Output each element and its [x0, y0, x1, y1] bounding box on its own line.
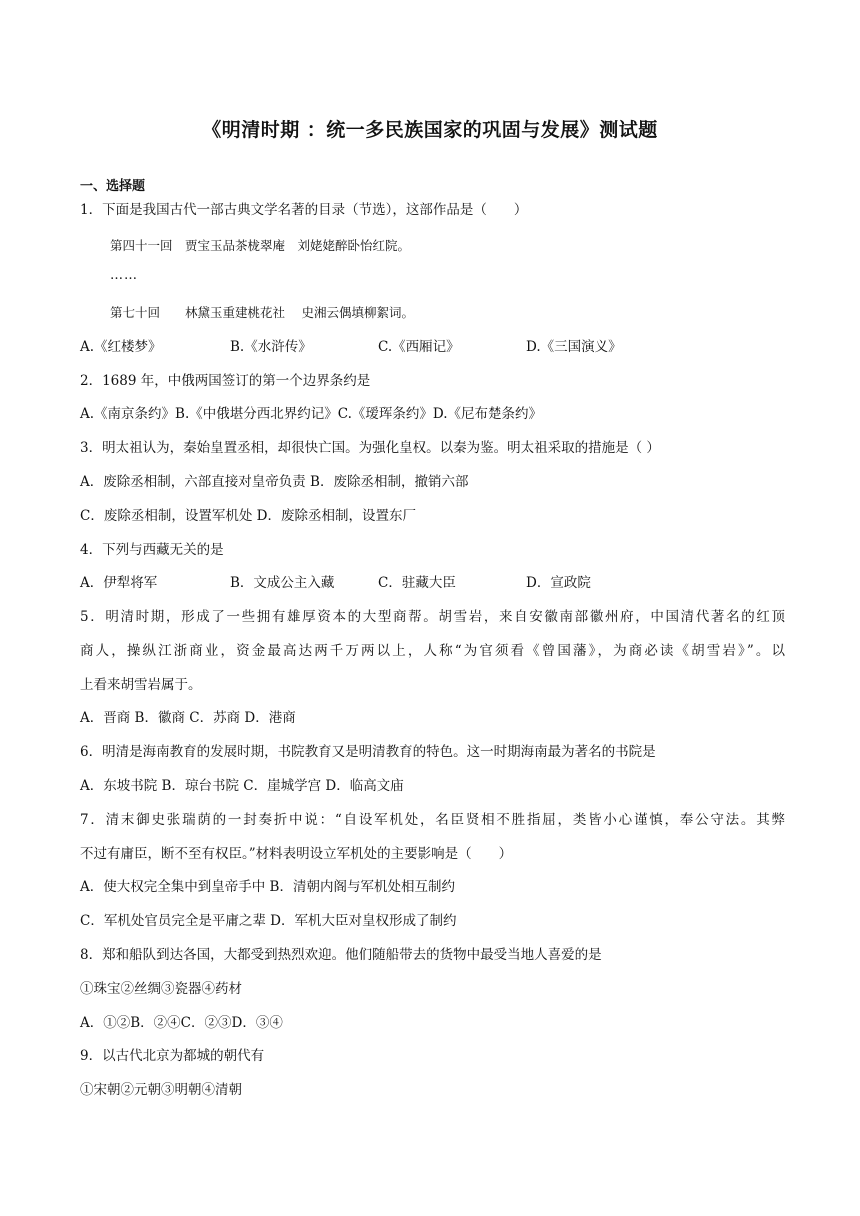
option-d: D．宣政院 [526, 575, 591, 591]
option-a: A.《红楼梦》 [80, 339, 162, 355]
question-1-options [80, 337, 785, 357]
question-2-options: A.《南京条约》B.《中俄堪分西北界约记》C.《瑷珲条约》D.《尼布楚条约》 [80, 406, 543, 422]
question-4-options [80, 573, 785, 593]
option-c: C.《西厢记》 [378, 339, 460, 355]
excerpt-ellipsis: …… [110, 268, 138, 283]
question-4-stem: 4．下列与西藏无关的是 [80, 542, 224, 558]
question-5-stem-line-3: 上看来胡雪岩属于。 [80, 677, 202, 693]
question-8-items: ①珠宝②丝绸③瓷器④药材 [80, 981, 242, 997]
question-5-options: A．晋商 B．徽商 C．苏商 D．港商 [80, 710, 296, 726]
question-7-stem-line-2: 不过有庸臣，断不至有权臣。”材料表明设立军机处的主要影响是（ ） [80, 846, 513, 862]
question-5-stem-line-2: 商人，操纵江浙商业，资金最高达两千万两以上，人称“为官须看《曾国藩》，为商必读《胡雪岩》”。以 [80, 643, 785, 659]
question-9-stem: 9．以古代北京为都城的朝代有 [80, 1048, 265, 1064]
question-3-stem: 3．明太祖认为，秦始皇置丞相，却很快亡国。为强化皇权。以秦为鉴。明太祖采取的措施是（ ） [80, 440, 660, 456]
question-7-stem-line-1: 7．清末御史张瑞荫的一封奏折中说：“自设军机处，名臣贤相不胜指屈，类皆小心谨慎，奉公守法。其弊 [80, 812, 785, 828]
question-5-stem-line-1: 5．明清时期，形成了一些拥有雄厚资本的大型商帮。胡雪岩，来自安徽南部徽州府，中国清代著名的红顶 [80, 609, 785, 625]
question-8-stem: 8．郑和船队到达各国，大都受到热烈欢迎。他们随船带去的货物中最受当地人喜爱的是 [80, 947, 602, 963]
question-3-options-line-1: A．废除丞相制，六部直接对皇帝负责 B．废除丞相制，撤销六部 [80, 474, 469, 490]
option-c: C．驻藏大臣 [378, 575, 456, 591]
option-d: D.《三国演义》 [526, 339, 622, 355]
question-7-options-line-2: C．军机处官员完全是平庸之辈 D．军机大臣对皇权形成了制约 [80, 913, 457, 929]
page-title: 《明清时期 ：统一多民族国家的巩固与发展》测试题 [202, 119, 658, 141]
question-9-items: ①宋朝②元朝③明朝④清朝 [80, 1082, 242, 1098]
question-1-stem: 1．下面是我国古代一部古典文学名著的目录（节选），这部作品是（ ） [80, 202, 528, 218]
option-b: B．文成公主入藏 [230, 575, 335, 591]
section-heading: 一、选择题 [80, 179, 146, 194]
question-2-stem: 2．1689 年，中俄两国签订的第一个边界条约是 [80, 373, 371, 389]
question-3-options-line-2: C．废除丞相制，设置军机处 D．废除丞相制，设置东厂 [80, 508, 416, 524]
question-8-options: A．①②B．②④C．②③D．③④ [80, 1015, 283, 1031]
option-b: B.《水浒传》 [230, 339, 312, 355]
question-6-options: A．东坡书院 B．琼台书院 C．崖城学宫 D．临高文庙 [80, 778, 404, 794]
excerpt-line-1: 第四十一回 贾宝玉品茶栊翠庵 刘姥姥醉卧怡红院。 [110, 238, 411, 253]
excerpt-line-2: 第七十回 林黛玉重建桃花社 史湘云偶填柳絮词。 [110, 305, 414, 320]
question-7-options-line-1: A．使大权完全集中到皇帝手中 B．清朝内阁与军机处相互制约 [80, 879, 455, 895]
question-6-stem: 6．明清是海南教育的发展时期，书院教育又是明清教育的特色。这一时期海南最为著名的书院是 [80, 744, 656, 760]
option-a: A．伊犁将军 [80, 575, 158, 591]
